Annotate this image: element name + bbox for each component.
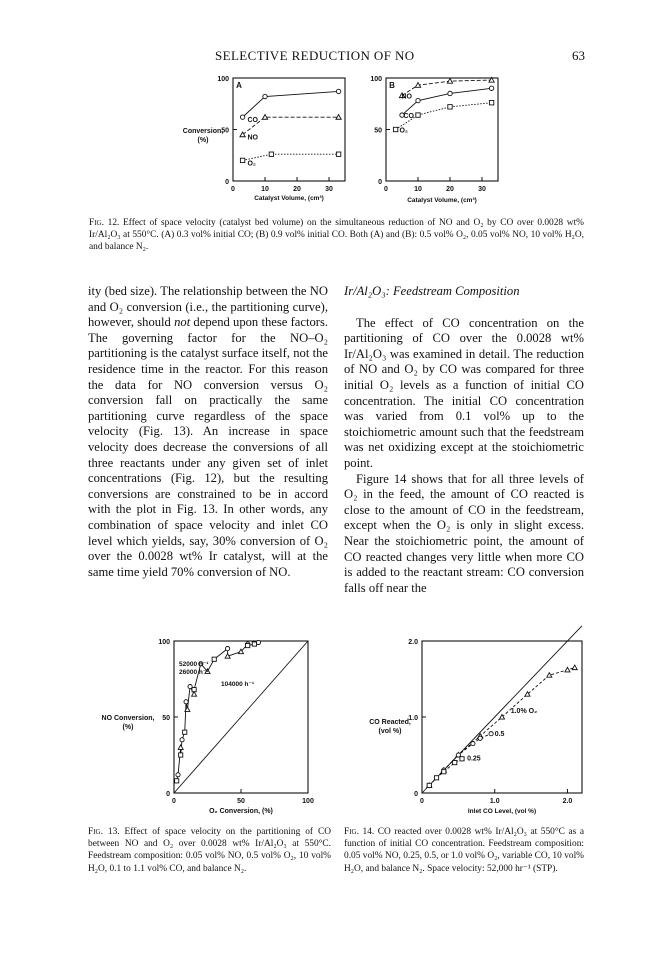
reference-line [422,626,582,793]
y-tick-label: 50 [374,127,382,135]
data-point [252,642,256,646]
x-tick-label: 30 [478,186,486,193]
data-point [178,745,183,750]
data-point [256,640,260,644]
series-line [402,80,492,95]
y-tick-label: 0 [378,179,382,186]
figure-14-caption-text: CO reacted over 0.0028 wt% Ir/Al₂O₃ at 550°C as a function of initial CO concentration. Feedstream composition: 0.05 vol% NO, 0.25, 0.5, or 1.0 vol% O₂, variable CO, 10 vol% H₂O, and balance N₂. Space velocity: 52,000 hr⁻¹ (STP). [344,827,584,874]
data-point [393,127,397,131]
y-tick-label: 0 [166,791,170,798]
left-text-emphasis: not [174,315,191,330]
data-point [547,673,552,678]
series-label-0.5: 0.5 [494,731,505,738]
figure-12a-plot [183,76,345,202]
x-tick-label: 0 [384,186,388,193]
data-point [453,761,457,765]
y-axis-label: Conversion, [182,128,224,135]
figure-13-caption-label: Fig. 13. [88,827,120,837]
data-point [336,115,341,120]
data-point [427,783,431,787]
data-point [188,685,192,689]
curve-label-co: CO [247,117,258,125]
series-label-1.0: 1.0% O₂ [510,708,538,716]
running-title: SELECTIVE REDUCTION OF NO [215,48,415,63]
right-paragraph-2: Figure 14 shows that for all three levels of O₂ in the feed, the amount of CO reacted is close to the amount of CO in the feedstream, except when the O₂ is only in slight excess. Near the stoichiometric point, the amount of CO reacted changes very little when more CO is added to the reactant stream: CO conversion falls off near the [344,471,584,595]
data-point [572,665,577,670]
figure-13 [0,630,336,820]
x-axis-label: O₂ Conversion, (%) [209,808,273,815]
x-axis-label: Inlet CO Level, (vol %) [467,808,537,815]
figure-13-caption [88,826,331,875]
x-tick-label: 2.0 [562,798,573,805]
x-axis-label: Catalyst Volume, (cm³) [407,197,477,204]
curve-label-no: NO [401,93,412,101]
figure-12 [0,75,672,215]
data-point [176,773,180,777]
x-tick-label: 0 [172,798,176,805]
data-point [246,643,250,647]
series-line [402,88,492,115]
panel-label: A [236,81,242,90]
x-tick-label: 20 [293,186,301,193]
y-tick-label: 0 [414,791,418,798]
right-column [344,284,584,596]
data-point [471,742,475,746]
left-column [88,284,328,580]
x-tick-label: 50 [237,798,245,805]
y-tick-label: 50 [162,715,170,722]
section-heading: Ir/Al₂O₃: Feedstream Composition [344,284,520,298]
x-tick-label: 20 [446,186,454,193]
data-point [442,770,446,774]
x-tick-label: 0 [420,798,424,805]
y-tick-label: 1.0 [408,715,418,722]
curve-label-o2: O₂ [247,160,256,168]
data-point [225,654,230,659]
data-point [336,152,340,156]
x-tick-label: 10 [261,186,269,193]
figure-14 [336,630,672,820]
data-point [192,688,196,692]
data-point [184,700,188,704]
data-point [416,113,420,117]
curve-label-no: NO [247,134,258,142]
panel-label: B [389,81,395,90]
data-point [226,647,230,651]
data-point [460,757,464,761]
data-point [179,753,183,757]
data-point [240,115,244,119]
series-label-104000: 104000 h⁻¹ [221,681,255,688]
data-point [489,101,493,105]
figure-12-caption-text: Effect of space velocity (catalyst bed volume) on the simultaneous reduction of NO and O₂ by CO over 0.0028 wt% Ir/Al₂O₃ at 550°C. (A) 0.3 vol% initial CO; (B) 0.9 vol% initial CO. Both (A) and (B): 0.5 vol% O₂, 0.05 vol% NO, 10 vol% H₂O, and balance N₂. [89,218,584,253]
y-axis-label: (%) [122,724,134,731]
data-point [183,730,187,734]
data-point [269,152,273,156]
x-tick-label: 10 [414,186,422,193]
data-point [240,158,244,162]
y-tick-label: 100 [158,639,170,646]
left-paragraph [88,284,328,580]
left-text-2: depend upon these factors. The governing factor for the NO–O₂ partitioning is the catalyst surface itself, not the residence time in the reactor. For this reason the data for NO conversion versus O₂ conversion fall on practically the same partitioning curve regardless of the space velocity (Fig. 13). An increase in space velocity does decrease the conversions of all three reactants under any given set of inlet concentrations (Fig. 12), but the resulting conversions are constrained to be in accord with the plot in Fig. 13. In other words, any combination of space velocity and inlet CO level which yields, say, 30% conversion of O₂ over the 0.0028 wt% Ir catalyst, will at the same time yield 70% conversion of NO. [88,315,329,579]
right-paragraph-1: The effect of CO concentration on the partitioning of CO over the 0.0028 wt% Ir/Al₂O₃ was examined in detail. The reduction of NO and O₂ by CO was compared for three initial O₂ levels as a function of initial CO concentration. The initial CO concentration was varied from 0.1 vol% up to the stoichiometric amount such that the feedstream was net oxidizing except at the stoichiometric point. [344,315,584,470]
data-point [565,667,570,672]
data-point [489,732,493,736]
data-point [434,776,438,780]
data-point [175,779,179,783]
series-line [243,91,339,117]
series-label-52000: 52000 h⁻¹ [179,661,209,668]
x-tick-label: 30 [325,186,333,193]
y-tick-label: 2.0 [408,639,418,646]
y-axis-label: (vol %) [378,728,402,735]
data-point [448,105,452,109]
figure-12-caption-label: Fig. 12. [89,218,120,228]
figure-14-caption [344,826,584,875]
heading-spacer [344,300,584,316]
series-label-0.25: 0.25 [467,755,481,763]
series-label-26000: 26000 h⁻¹ [179,669,209,676]
x-tick-label: 100 [302,798,314,805]
y-axis-label: CO Reacted, [369,719,411,726]
figure-12-caption [89,217,584,254]
series-line [243,154,339,160]
y-axis-label: NO Conversion, [101,715,155,722]
data-point [336,89,340,93]
data-point [180,738,184,742]
data-point [212,657,216,661]
data-point [489,86,493,90]
x-tick-label: 0 [231,186,235,193]
data-point [192,692,197,697]
figure-13-caption-text: Effect of space velocity on the partitioning of CO between NO and O₂ over 0.0028 wt% Ir/Al₂O₃ at 550°C. Feedstream composition: 0.05 vol% NO, 0.5 vol% O₂, 10 vol% H₂O, 0.1 to 1.1 vol% CO, and balance N₂. [88,827,331,874]
left-text-1: ity (bed size). The relationship between the NO and O₂ conversion (i.e., the partitioning curve), however, should [88,284,328,330]
figure-14-caption-label: Fig. 14. [344,827,375,837]
data-point [447,78,452,83]
data-point [263,94,267,98]
curve-label-co: CO [403,113,414,121]
data-point [478,736,482,740]
y-tick-label: 0 [225,179,229,186]
curve-label-o2: O₂ [399,127,408,135]
x-axis-label: Catalyst Volume, (cm³) [254,195,324,202]
data-point [416,98,420,102]
figure-12b-plot [370,76,498,204]
y-tick-label: 100 [217,76,229,83]
data-point [448,91,452,95]
y-tick-label: 100 [370,76,382,83]
page-header [0,48,672,68]
x-tick-label: 1.0 [489,798,500,805]
y-axis-label: (%) [197,137,209,144]
page-number: 63 [572,48,585,63]
y-tick-label: 50 [221,127,229,135]
series-line [429,668,574,786]
